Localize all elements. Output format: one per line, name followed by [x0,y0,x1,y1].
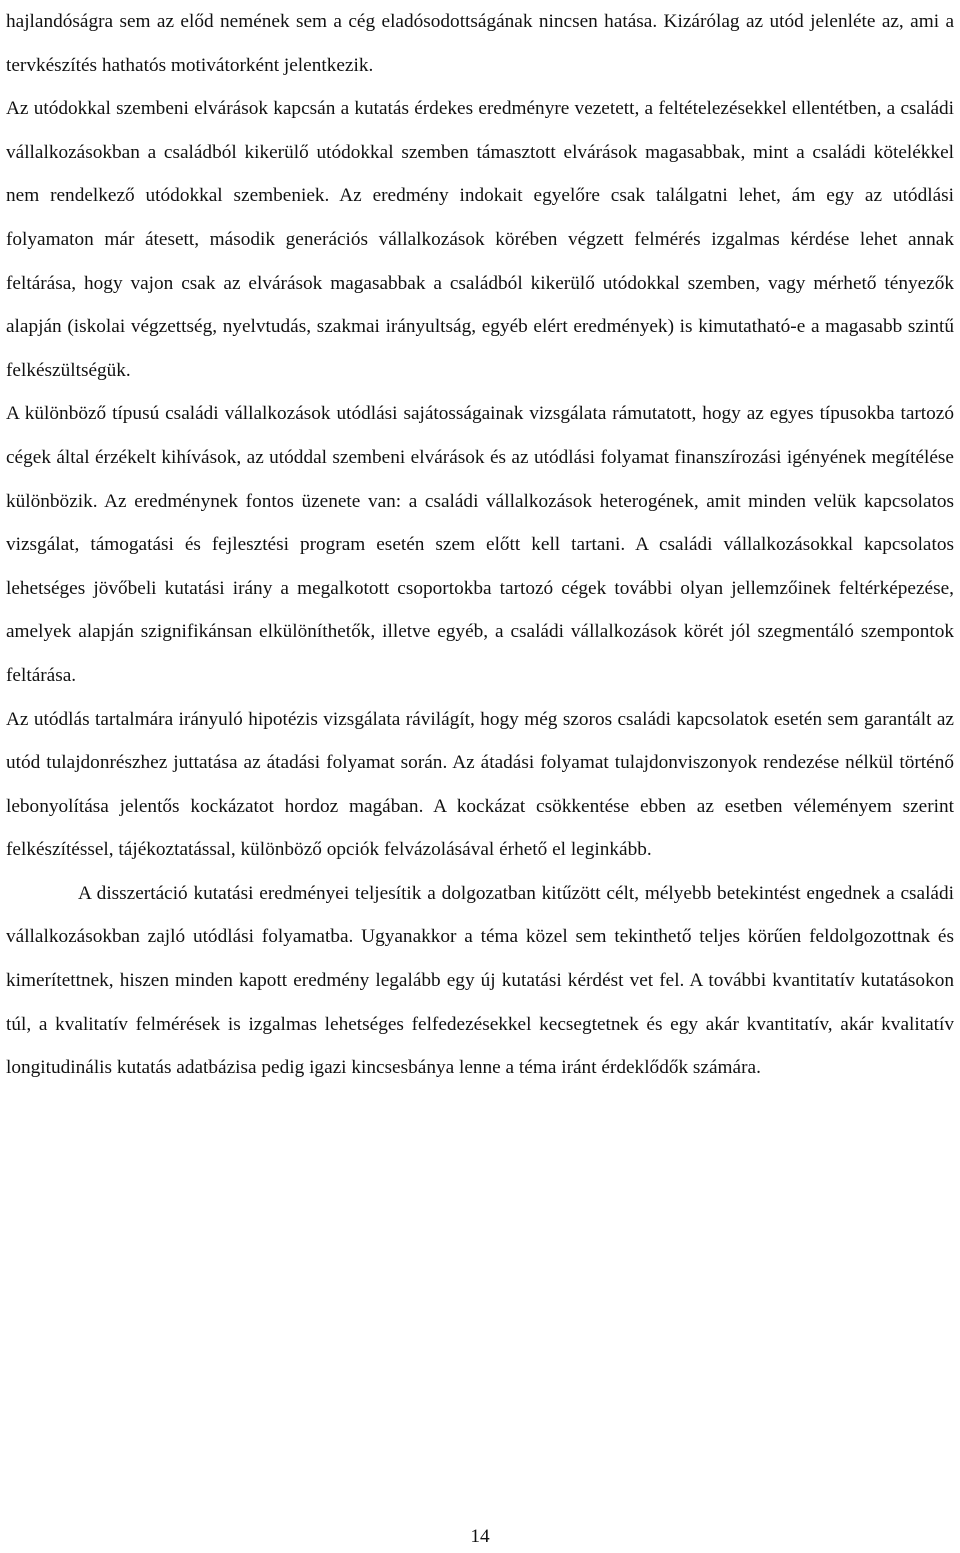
paragraph-successor-expectations: Az utódokkal szembeni elvárások kapcsán a kutatás érdekes eredményre vezetett, a feltételezésekkel ellentétben, a családi vállalkozásokban a családból kikerülő utódokkal szemben támasztott elvárások magasabbak, mint a családi kötelékkel nem rendelkező utódokkal szembeniek. Az eredmény indokait egyelőre csak találgatni lehet, ám egy az utódlási folyamaton már átesett, második generációs vállalkozások körében végzett felmérés izgalmas kérdése lehet annak feltárása, hogy vajon csak az elvárások magasabbak a családból kikerülő utódokkal szemben, vagy mérhető tényezők alapján (iskolai végzettség, nyelvtudás, szakmai irányultság, egyéb elért eredmények) is kimutatható-e a magasabb szintű felkészültségük. [6,98,954,381]
paragraph-conclusion: A disszertáció kutatási eredményei teljesítik a dolgozatban kitűzött célt, mélyebb betekintést engednek a családi vállalkozásokban zajló utódlási folyamatba. Ugyanakkor a téma közel sem tekinthető teljes körűen feldolgozottnak és kimerítettnek, hiszen minden kapott eredmény legalább egy új kutatási kérdést vet fel. A további kvantitatív kutatásokon túl, a kvalitatív felmérések is izgalmas lehetséges felfedezésekkel kecsegtetnek és egy akár kvantitatív, akár kvalitatív longitudinális kutatás adatbázisa pedig igazi kincsesbánya lenne a téma iránt érdeklődők számára. [6,882,954,1079]
document-body [6,0,954,1090]
paragraph-succession-content: Az utódlás tartalmára irányuló hipotézis vizsgálata rávilágít, hogy még szoros családi kapcsolatok esetén sem garantált az utód tulajdonrészhez juttatása az átadási folyamat során. Az átadási folyamat tulajdonviszonyok rendezése nélkül történő lebonyolítása jelentős kockázatot hordoz magában. A kockázat csökkentése ebben az esetben véleményem szerint felkészítéssel, tájékoztatással, különböző opciók felvázolásával érhető el leginkább. [6,708,954,861]
page-number: 14 [470,1526,490,1547]
paragraph-business-types: A különböző típusú családi vállalkozások utódlási sajátosságainak vizsgálata rámutatott, hogy az egyes típusokba tartozó cégek által érzékelt kihívások, az utóddal szembeni elvárások és az utódlási folyamat finanszírozási igényének megítélése különbözik. Az eredménynek fontos üzenete van: a családi vállalkozások heterogének, amit minden velük kapcsolatos vizsgálat, támogatási és fejlesztési program esetén szem előtt kell tartani. A családi vállalkozásokkal kapcsolatos lehetséges jövőbeli kutatási irány a megalkotott csoportokba tartozó cégek további olyan jellemzőinek feltérképezése, amelyek alapján szignifikánsan elkülöníthetők, illetve egyéb, a családi vállalkozások körét jól szegmentáló szempontok feltárása. [6,403,954,686]
paragraph-continuation: hajlandóságra sem az előd nemének sem a cég eladósodottságának nincsen hatása. Kizárólag az utód jelenléte az, ami a tervkészítés hathatós motivátorként jelentkezik. [6,11,954,76]
